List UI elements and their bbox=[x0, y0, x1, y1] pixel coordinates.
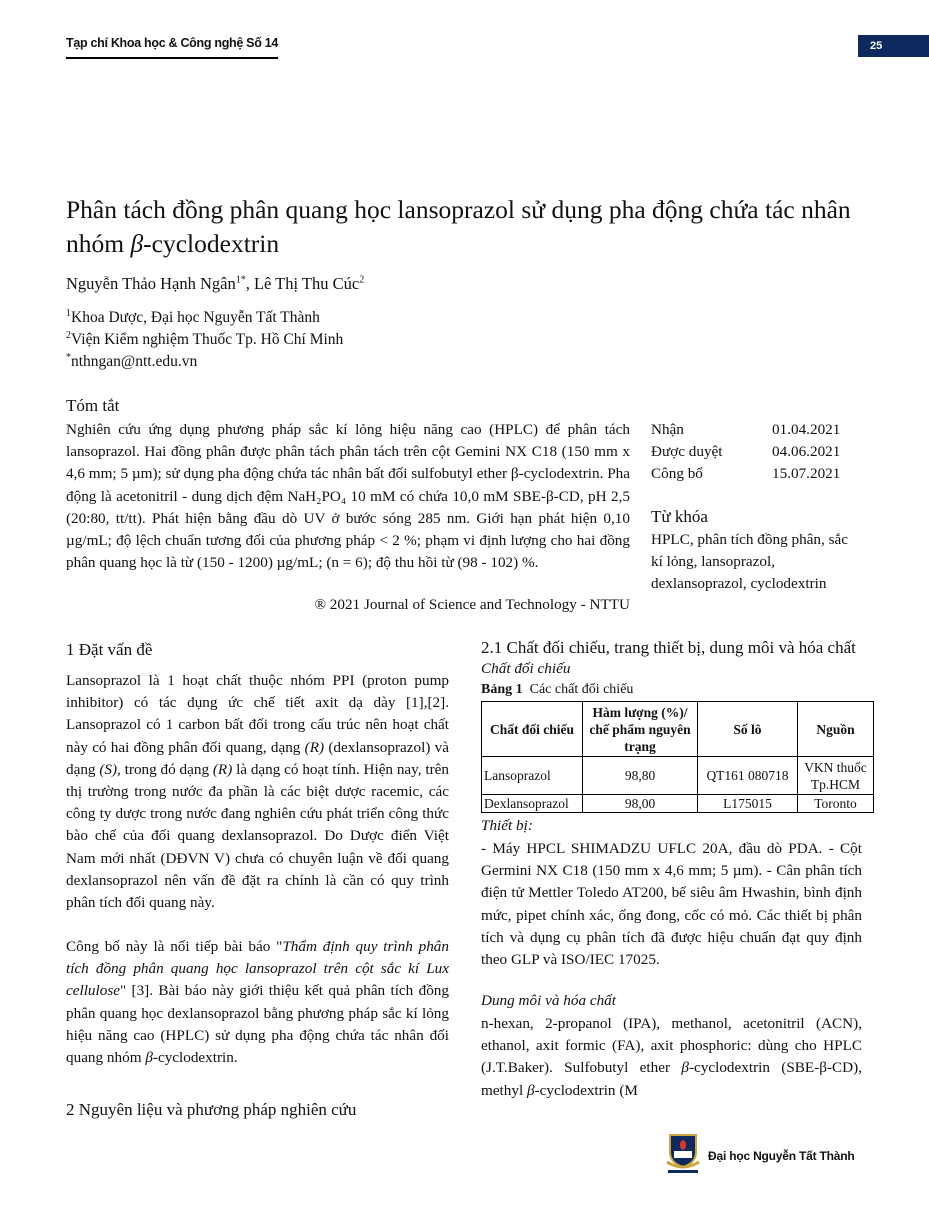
text: là dạng có hoạt tính. Hiện nay, trên thị trường trong nước đa phần là các biệt dược racemic, các công ty dược trong nước đang nghiên cứu phát triển công thức bào chế của đối quang dexlansoprazol. Do Dược điển Việt Nam mới nhất (DĐVN V) chưa có chuyên luận về đối quang dexlansoprazol nên vấn đề đặt ra chính là cần có quy trình phân tích đối quang này. bbox=[66, 760, 449, 912]
author-1-sup: 1* bbox=[235, 274, 246, 286]
section-2-1-heading: 2.1 Chất đối chiếu, trang thiết bị, dung môi và hóa chất bbox=[481, 638, 856, 657]
shield-logo-icon bbox=[664, 1132, 702, 1174]
text: trong đó dạng bbox=[120, 760, 213, 778]
journal-header: Tạp chí Khoa học & Công nghệ Số 14 bbox=[66, 36, 279, 50]
table-caption-text: Các chất đối chiếu bbox=[529, 682, 634, 697]
table-cell: 98,80 bbox=[583, 757, 698, 795]
section-1-paragraph-1 bbox=[66, 670, 449, 914]
corresponding-email bbox=[66, 352, 197, 371]
date-received bbox=[651, 419, 840, 441]
date-label: Công bố bbox=[651, 465, 703, 483]
authors bbox=[66, 274, 364, 294]
reference-standards-table bbox=[481, 701, 874, 813]
copyright: ® 2021 Journal of Science and Technology - NTTU bbox=[314, 596, 630, 613]
footer-university-name: Đại học Nguyễn Tất Thành bbox=[708, 1149, 855, 1163]
table-cell: Lansoprazol bbox=[482, 757, 583, 795]
cited-title: Thẩm định quy trình phân tích đồng phân quang học lansoprazol trên cột sắc kí Lux cellulose bbox=[66, 938, 449, 1000]
aff-sup: 1 bbox=[66, 308, 71, 319]
section-1-heading: 1 Đặt vấn đề bbox=[66, 640, 153, 659]
aff-sup: 2 bbox=[66, 330, 71, 341]
text-italic: (R) bbox=[304, 738, 325, 756]
university-logo bbox=[664, 1132, 702, 1174]
author-1: Nguyễn Thảo Hạnh Ngân bbox=[66, 274, 236, 293]
table-cell: Dexlansoprazol bbox=[482, 795, 583, 813]
text: -cyclodextrin. bbox=[152, 1049, 238, 1067]
text-italic: β bbox=[526, 1081, 535, 1099]
subheading-solvents: Dung môi và hóa chất bbox=[481, 992, 616, 1009]
date-value: 04.06.2021 bbox=[772, 443, 841, 461]
section-1-paragraph-2 bbox=[66, 936, 449, 1069]
text: Công bố này là nối tiếp bài báo " bbox=[66, 938, 283, 955]
email-text[interactable]: nthngan@ntt.edu.vn bbox=[71, 353, 198, 371]
table-header: Hàm lượng (%)/ chế phẩm nguyên trạng bbox=[583, 702, 698, 757]
subheading-reference-standards: Chất đối chiếu bbox=[481, 660, 571, 677]
date-label: Nhận bbox=[651, 421, 684, 438]
abstract-text: Nghiên cứu ứng dụng phương pháp sắc kí lỏng hiệu năng cao (HPLC) để phân tách lansoprazol. Hai đồng phân được phân tách phân tách trên cột Gemini NX C18 (150 mm x 4,6 mm; 5 µm); sử dụng pha động chứa tác nhân bất đối sulfobutyl ether β-cyclodextrin. Pha động là acetonitril - dung dịch đệm NaH₂PO₄ 10 mM có chứa 10,0 mM SBE-β-CD, pH 2,5 (20:80, tt/tt). Phát hiện bằng đầu dò UV ở bước sóng 285 nm. Giới hạn phát hiện 0,10 µg/mL; độ lệch chuẩn tương đối của phương pháp < 2 %; phạm vi định lượng cho hai đồng phân quang học là từ (150 - 1200) µg/mL; (n = 6); độ thu hồi từ (98 - 102) %. bbox=[66, 421, 630, 572]
article-title bbox=[66, 193, 866, 261]
table-cell: L175015 bbox=[698, 795, 798, 813]
text: n-hexan, 2-propanol (IPA), methanol, acetonitril (ACN), ethanol, axit formic (FA), axit phosphoric: dùng cho HPLC (J.T.Baker). Sulfobutyl ether bbox=[481, 1015, 862, 1077]
equipment-text: - Máy HPCL SHIMADZU UFLC 20A, đầu dò PDA. - Cột Germini NX C18 (150 mm x 4,6 mm; 5 µm). - Cân phân tích điện tử Mettler Toledo AT200, bể siêu âm Hwashin, bình định mức, pipet chính xác, ống đong, cốc có mỏ. Các thiết bị phân tích và dụng cụ phân tích đã được hiệu chuẩn đạt quy định theo GLP và ISO/IEC 17025. bbox=[481, 840, 862, 969]
author-2: Lê Thị Thu Cúc bbox=[253, 274, 360, 293]
aff-text: Viện Kiểm nghiệm Thuốc Tp. Hồ Chí Minh bbox=[71, 331, 344, 349]
table-cell: VKN thuốc Tp.HCM bbox=[798, 757, 874, 795]
subheading-equipment: Thiết bị: bbox=[481, 817, 533, 834]
title-text-end: -cyclodextrin bbox=[143, 229, 280, 258]
table-header: Số lô bbox=[698, 702, 798, 757]
section-2-heading: 2 Nguyên liệu và phương pháp nghiên cứu bbox=[66, 1100, 357, 1119]
text-italic: (R) bbox=[212, 760, 233, 778]
text-italic: β bbox=[145, 1049, 153, 1067]
table-row bbox=[482, 795, 874, 813]
affiliation-1 bbox=[66, 308, 320, 327]
date-label: Được duyệt bbox=[651, 443, 723, 461]
table-number: Bảng 1 bbox=[481, 682, 523, 697]
aff-sup: * bbox=[66, 352, 71, 363]
text-italic: β bbox=[681, 1059, 689, 1077]
text: -cyclodextrin (SBE-β-CD), methyl bbox=[481, 1059, 862, 1099]
page-number: 25 bbox=[858, 35, 929, 57]
abstract-heading: Tóm tắt bbox=[66, 396, 120, 415]
text: -cyclodextrin (M bbox=[534, 1081, 638, 1099]
date-published bbox=[651, 463, 840, 485]
table-header-row bbox=[482, 702, 874, 757]
text: Lansoprazol là 1 hoạt chất thuộc nhóm PPI (proton pump inhibitor) có tác dụng ức chế tiết axit dạ dày [1],[2]. Lansoprazol có 1 carbon bất đối trong cấu trúc nên hoạt chất này có hai đồng phân đối quang, dạng bbox=[66, 672, 449, 756]
table-cell: QT161 080718 bbox=[698, 757, 798, 795]
solvents-text bbox=[481, 1013, 862, 1102]
title-beta: β bbox=[130, 229, 144, 258]
keywords-heading: Từ khóa bbox=[651, 507, 708, 526]
text-italic: (S), bbox=[99, 760, 121, 778]
table-cell: Toronto bbox=[798, 795, 874, 813]
title-text: Phân tách đồng phân quang học lansoprazol sử dụng pha động chứa tác nhân nhóm bbox=[66, 195, 851, 258]
date-value: 15.07.2021 bbox=[772, 465, 841, 483]
affiliation-2 bbox=[66, 330, 343, 349]
date-accepted bbox=[651, 441, 840, 463]
header-underline bbox=[66, 57, 278, 59]
date-value: 01.04.2021 bbox=[772, 421, 841, 438]
keywords-text: HPLC, phân tích đồng phân, sắc kí lỏng, lansoprazol, dexlansoprazol, cyclodextrin bbox=[651, 531, 848, 593]
table-cell: 98,00 bbox=[583, 795, 698, 813]
author-separator: , bbox=[245, 274, 254, 293]
text: (dexlansoprazol) và dạng bbox=[66, 738, 449, 778]
table-header: Chất đối chiếu bbox=[482, 702, 583, 757]
aff-text: Khoa Dược, Đại học Nguyễn Tất Thành bbox=[71, 309, 320, 327]
table-row bbox=[482, 757, 874, 795]
author-2-sup: 2 bbox=[359, 274, 365, 286]
table-header: Nguồn bbox=[798, 702, 874, 757]
text: " [3]. Bài báo này giới thiệu kết quả phân tích đồng phân quang học dexlansoprazol bằng phương pháp sắc kí lỏng hiệu năng cao (HPLC) sử dụng pha động chứa tác nhân đối quang nhóm bbox=[66, 982, 449, 1067]
dates-block bbox=[651, 419, 840, 486]
table-caption bbox=[481, 682, 862, 698]
